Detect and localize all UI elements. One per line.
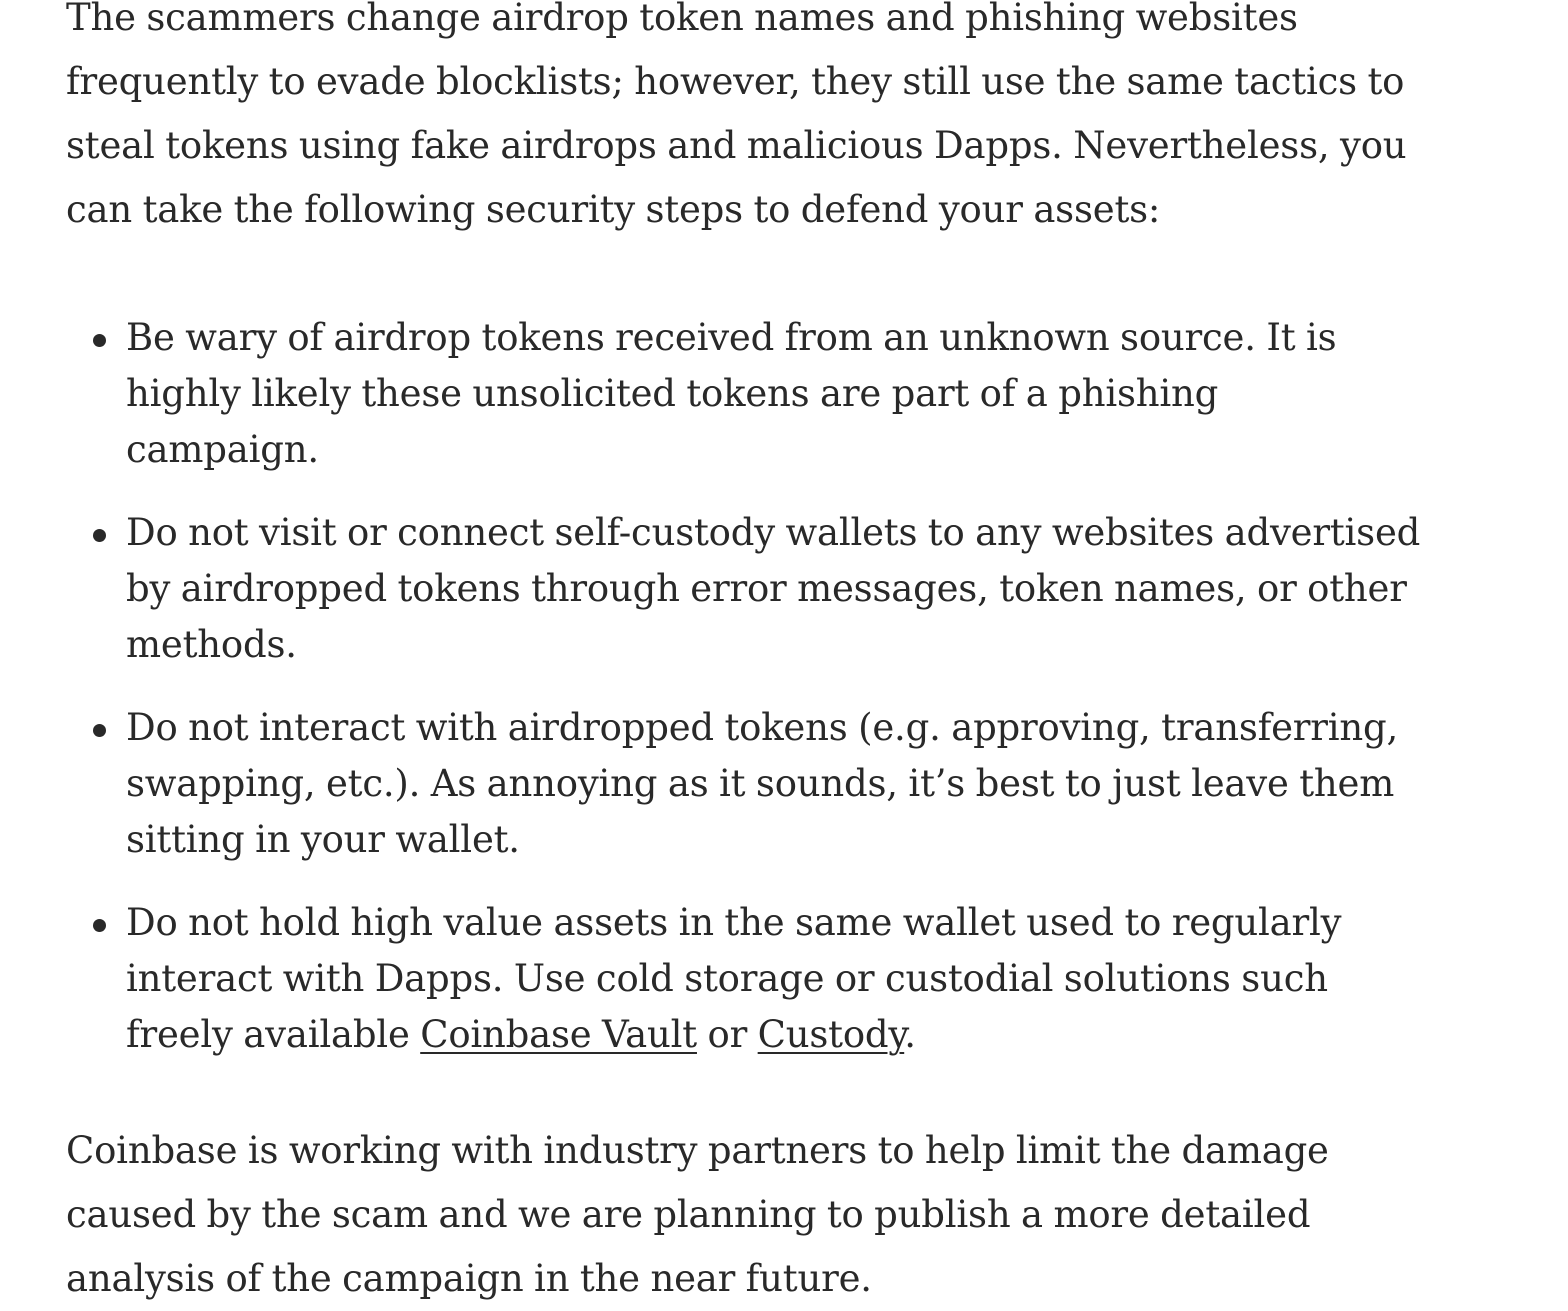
- link-separator: or: [696, 1013, 758, 1056]
- list-item-text: Do not visit or connect self-custody wallets to any websites advertised by airdropped tokens through error messages, token names, or other methods.: [126, 511, 1421, 666]
- bullet-icon: [93, 529, 106, 542]
- list-item-text-start: Do not hold high value assets in the same wallet used to regularly interact with Dapps. Use cold storage or custodial solutions such freely available: [126, 901, 1342, 1056]
- security-steps-list: [66, 310, 1466, 1063]
- custody-link[interactable]: Custody: [757, 1013, 905, 1056]
- list-item-text: [126, 895, 1406, 1063]
- list-item-text-end: .: [904, 1013, 916, 1056]
- intro-paragraph: The scammers change airdrop token names and phishing websites frequently to evade blocklists; however, they still use the same tactics to steal tokens using fake airdrops and malicious Dapps. Nevertheless, you can take the following security steps to defend your assets:: [66, 0, 1407, 231]
- list-item: [66, 700, 1466, 868]
- article-body: [66, 0, 1466, 1311]
- list-item-text: Be wary of airdrop tokens received from an unknown source. It is highly likely these unsolicited tokens are part of a phishing campaign.: [126, 316, 1337, 471]
- bullet-icon: [93, 724, 106, 737]
- coinbase-vault-link[interactable]: Coinbase Vault: [420, 1013, 697, 1056]
- bullet-icon: [93, 334, 106, 347]
- list-item: [66, 505, 1466, 673]
- list-item: [66, 895, 1466, 1063]
- list-item: [66, 310, 1466, 478]
- list-item-text: Do not interact with airdropped tokens (e.g. approving, transferring, swapping, etc.). As annoying as it sounds, it’s best to just leave them sitting in your wallet.: [126, 706, 1399, 861]
- bullet-icon: [93, 919, 106, 932]
- closing-paragraph: Coinbase is working with industry partners to help limit the damage caused by the scam and we are planning to publish a more detailed analysis of the campaign in the near future.: [66, 1129, 1329, 1300]
